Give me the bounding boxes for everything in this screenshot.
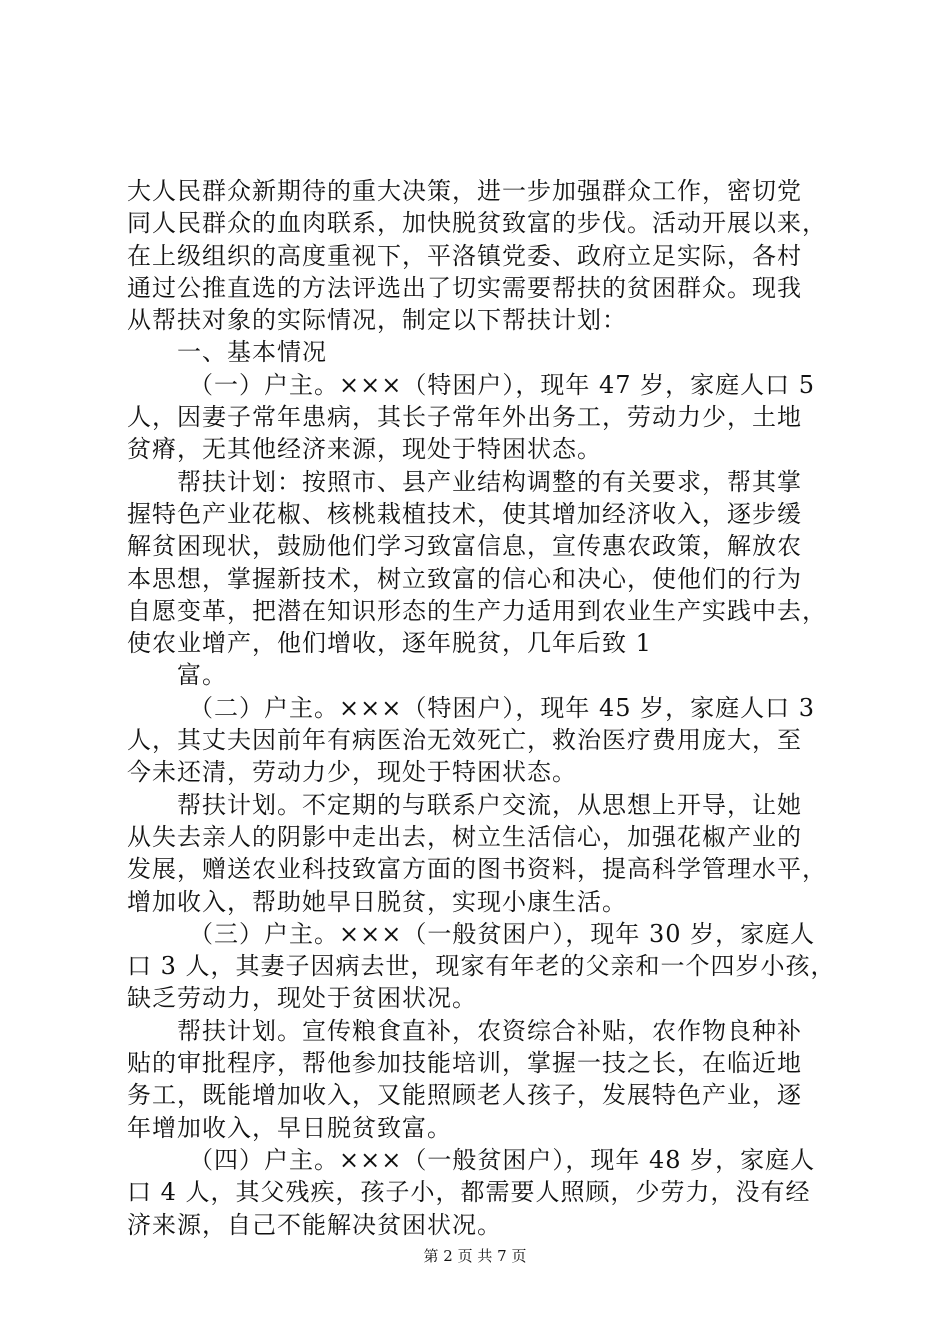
text-line: 从失去亲人的阴影中走出去，树立生活信心，加强花椒产业的 (127, 822, 802, 851)
text-line: 解贫困现状，鼓励他们学习致富信息，宣传惠农政策，解放农 (127, 532, 802, 561)
text-line: 口 4 人，其父残疾，孩子小，都需要人照顾，少劳力，没有经 (127, 1178, 811, 1207)
text-line: 帮扶计划。不定期的与联系户交流，从思想上开导，让她 (177, 790, 802, 819)
text-line: 帮扶计划。宣传粮食直补，农资综合补贴，农作物良种补 (177, 1016, 802, 1045)
text-line: 从帮扶对象的实际情况，制定以下帮扶计划： (127, 306, 627, 335)
text-line: （二）户主。×××（特困户），现年 45 岁，家庭人口 3 (189, 693, 816, 722)
text-line: 人，其丈夫因前年有病医治无效死亡，救治医疗费用庞大，至 (127, 726, 802, 755)
text-line: 增加收入，帮助她早日脱贫，实现小康生活。 (127, 887, 627, 916)
text-line: 缺乏劳动力，现处于贫困状况。 (127, 984, 477, 1013)
text-line: 富。 (177, 661, 227, 690)
text-line: 今未还清，劳动力少，现处于特困状态。 (127, 758, 577, 787)
text-line: 大人民群众新期待的重大决策，进一步加强群众工作，密切党 (127, 177, 802, 205)
text-line: 贴的审批程序，帮他参加技能培训，掌握一技之长，在临近地 (127, 1049, 802, 1078)
text-line: 帮扶计划：按照市、县产业结构调整的有关要求，帮其掌 (177, 467, 802, 496)
text-line: 本思想，掌握新技术，树立致富的信心和决心，使他们的行为 (127, 564, 802, 593)
document-body (127, 175, 842, 1241)
text-line: 在上级组织的高度重视下，平洛镇党委、政府立足实际，各村 (127, 241, 802, 270)
text-line: 济来源，自己不能解决贫困状况。 (127, 1210, 502, 1239)
text-line: 握特色产业花椒、核桃栽植技术，使其增加经济收入，逐步缓 (127, 499, 802, 528)
text-line: 使农业增产，他们增收，逐年脱贫，几年后致 1 (127, 629, 652, 658)
text-line: 自愿变革，把潜在知识形态的生产力适用到农业生产实践中去， (127, 596, 827, 625)
text-line: （四）户主。×××（一般贫困户），现年 48 岁，家庭人 (189, 1145, 816, 1174)
text-line: 人，因妻子常年患病，其长子常年外出务工，劳动力少，土地 (127, 403, 802, 432)
text-line: 发展，赠送农业科技致富方面的图书资料，提高科学管理水平， (127, 855, 827, 884)
page-footer: 第 2 页 共 7 页 (423, 1247, 527, 1265)
text-line: 口 3 人，其妻子因病去世，现家有年老的父亲和一个四岁小孩， (127, 952, 836, 981)
text-line: 贫瘠，无其他经济来源，现处于特困状态。 (127, 435, 602, 464)
text-line: 务工，既能增加收入，又能照顾老人孩子，发展特色产业，逐 (127, 1081, 802, 1110)
text-line: （三）户主。×××（一般贫困户），现年 30 岁，家庭人 (189, 919, 816, 948)
text-line: 同人民群众的血肉联系，加快脱贫致富的步伐。活动开展以来， (127, 209, 827, 238)
text-line: 通过公推直选的方法评选出了切实需要帮扶的贫困群众。现我 (127, 273, 802, 302)
text-line: 年增加收入，早日脱贫致富。 (127, 1113, 452, 1142)
text-line: （一）户主。×××（特困户），现年 47 岁，家庭人口 5 (189, 370, 816, 399)
text-line: 一、基本情况 (177, 338, 327, 367)
